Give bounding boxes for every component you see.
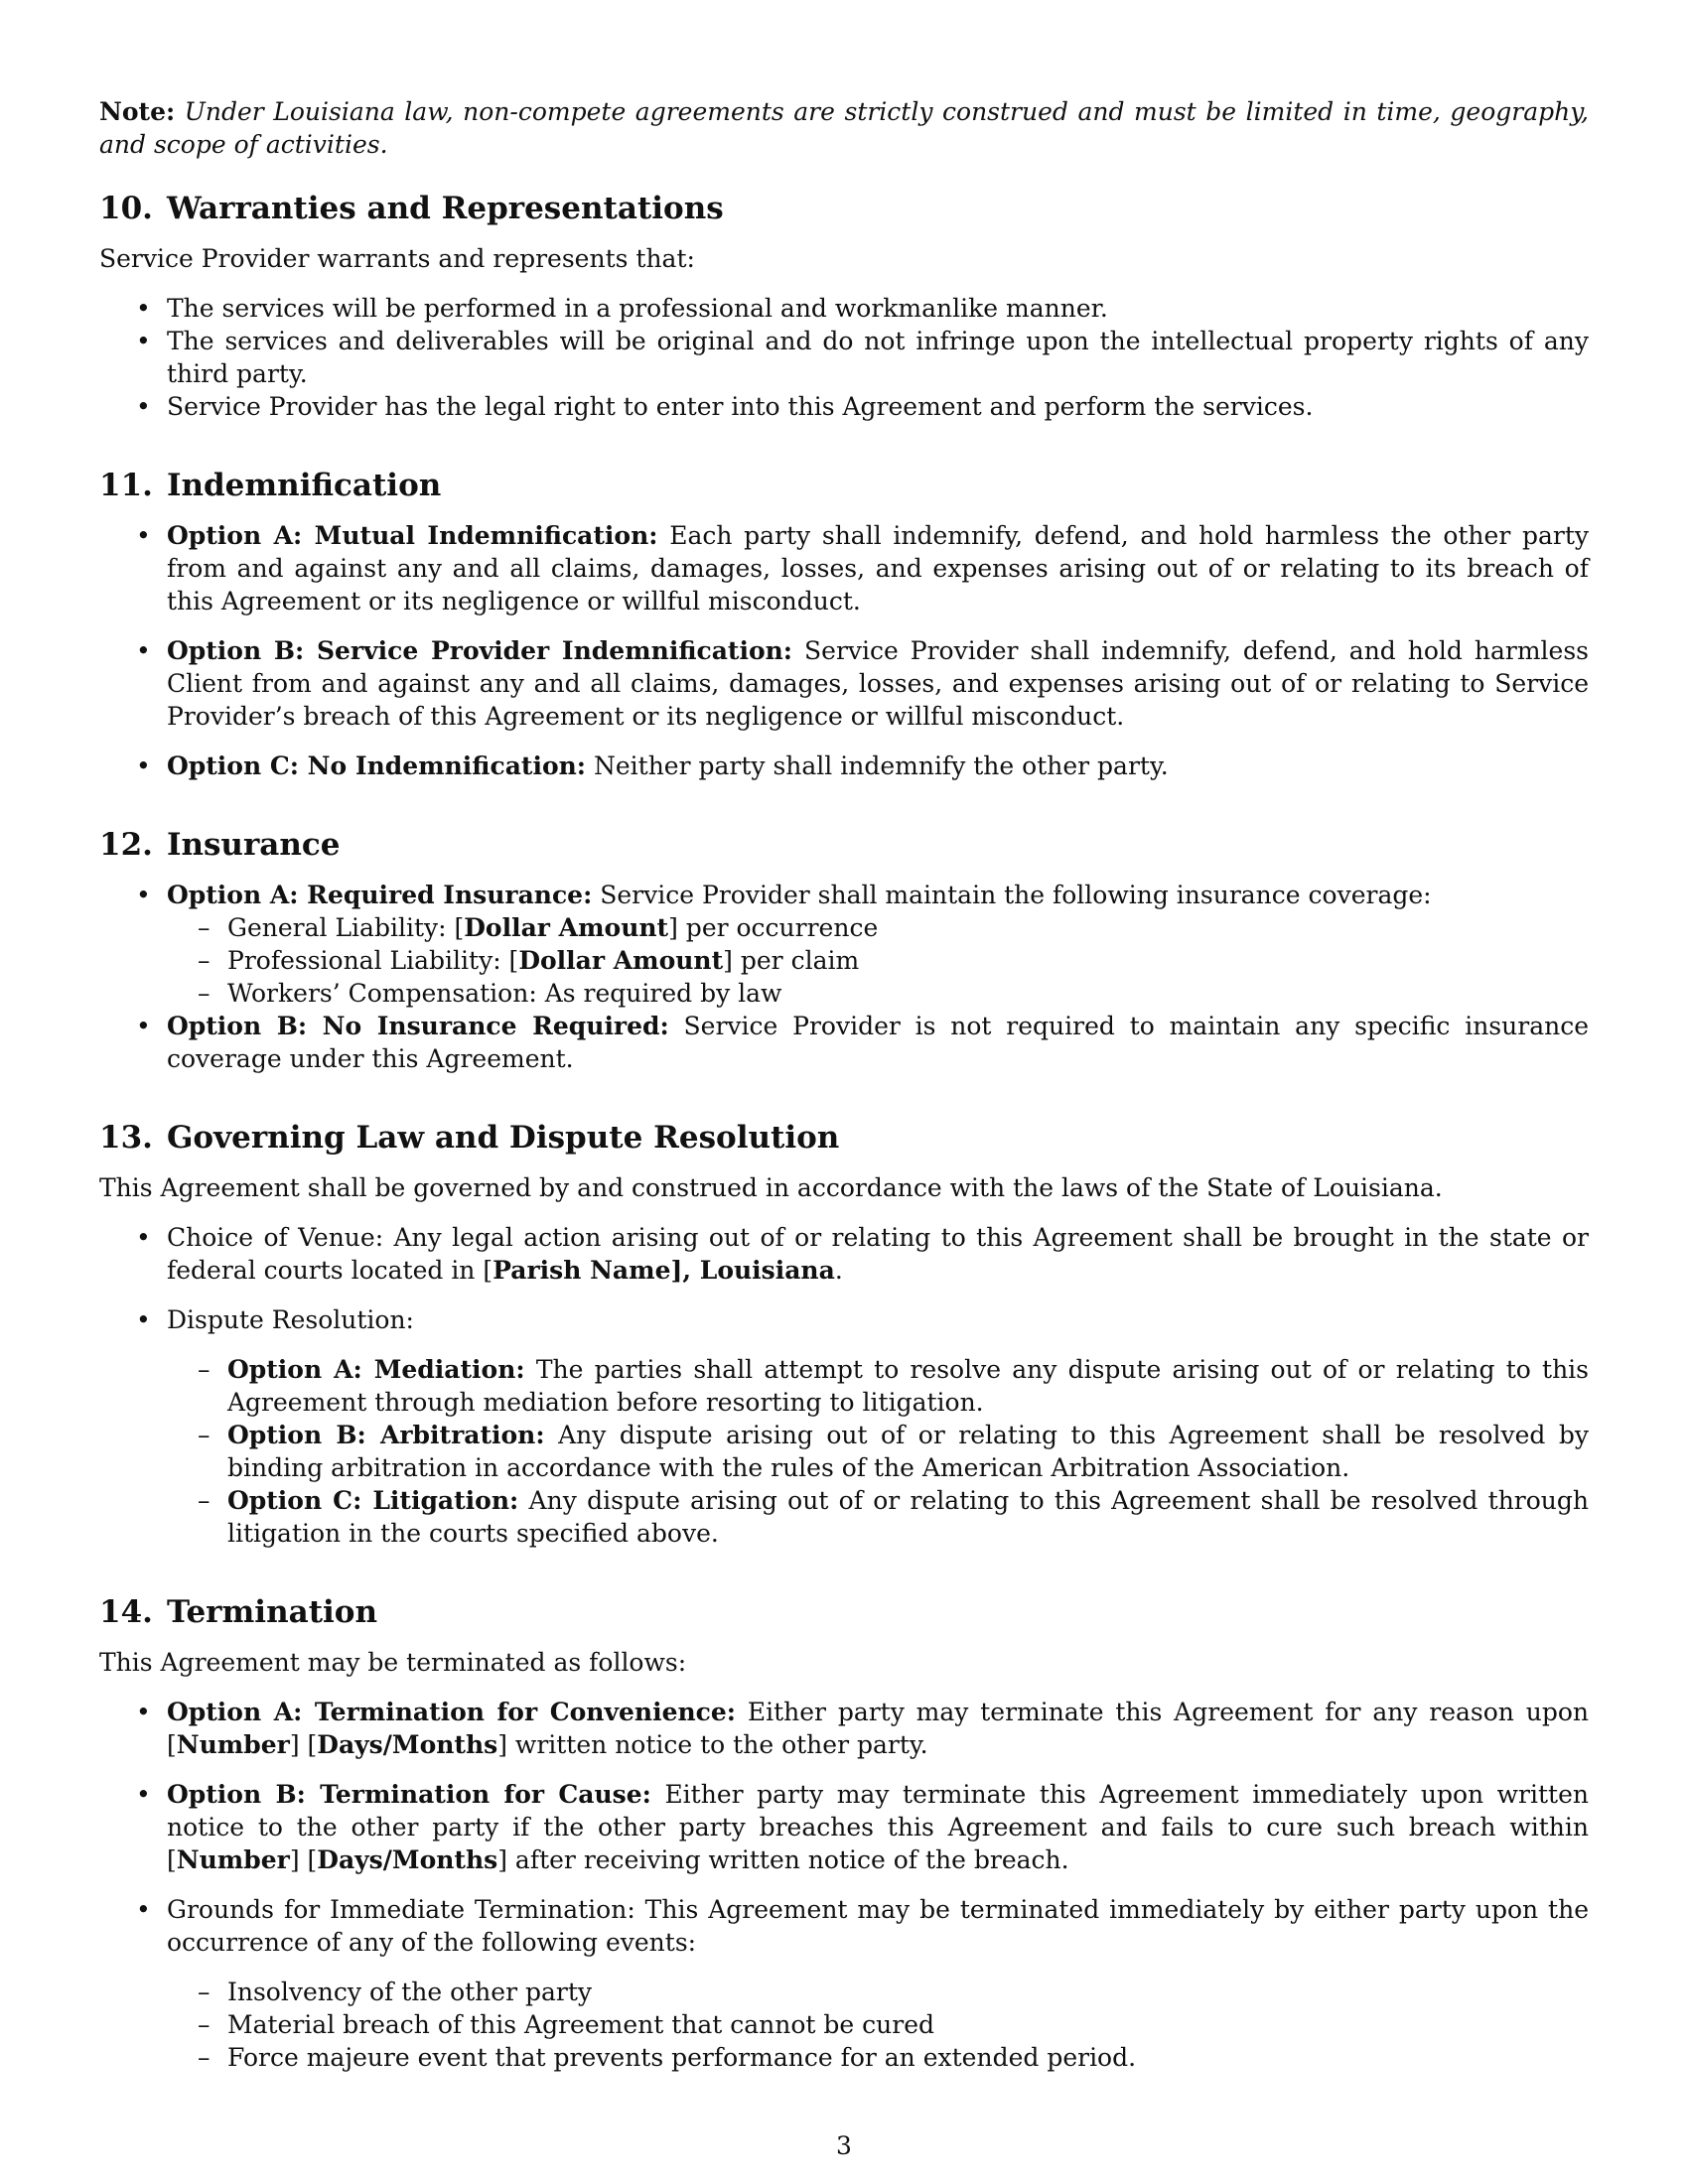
termination-events [167, 1976, 1589, 2074]
section-heading [99, 1592, 1589, 1632]
list-item [167, 1353, 1589, 1419]
note-text: Under Louisiana law, non-compete agreements are strictly construed and must be limited in time, geography, and scope of activities. [99, 97, 1589, 159]
grounds-text: Grounds for Immediate Termination: This Agreement may be terminated immediately by either party upon the occurrence of any of the following events: [167, 1895, 1589, 1957]
section-number: 14. [99, 1594, 153, 1630]
list-item: – Force majeure event that prevents performance for an extended period. [167, 2041, 1589, 2074]
list-item [99, 1778, 1589, 1876]
list-item [99, 879, 1589, 1010]
dispute-options [167, 1353, 1589, 1550]
section-title: Warranties and Representations [166, 191, 724, 226]
option-text: Service Provider shall indemnify, defend, and hold harmless Client from and against any and all claims, damages, losses, and expenses arising out of or relating to Service Provider’s breach of this Agreement or its negligence or willful misconduct. [167, 636, 1589, 731]
option-text: Neither party shall indemnify the other party. [593, 751, 1169, 780]
option-label: Option C: No Indemnification: [167, 751, 587, 780]
section-number: 10. [99, 191, 153, 226]
option-label: Option A: Termination for Convenience: [167, 1698, 737, 1726]
placeholder-field: Number [176, 1730, 290, 1759]
note-paragraph [99, 95, 1589, 161]
section-12 [99, 825, 1589, 1075]
note-label: Note: [99, 97, 176, 126]
text: ] after receiving written notice of the breach. [497, 1845, 1069, 1874]
termination-list [99, 1696, 1589, 2074]
text: Either party may terminate this Agreement immediately upon written notice to the other party if the other party breaches this Agreement and fails to cure such breach within [ [167, 1780, 1589, 1874]
text: Choice of Venue: Any legal action arising out of or relating to this Agreement shall be brought in the state or federal courts located in [ [167, 1223, 1589, 1285]
list-item [99, 1303, 1589, 1550]
section-13 [99, 1118, 1589, 1550]
placeholder-field: Dollar Amount [518, 946, 724, 975]
text: ] per claim [723, 946, 860, 975]
list-item [167, 944, 1589, 977]
option-text: Any dispute arising out of or relating to this Agreement shall be resolved by binding arbitration in accordance with the rules of the American Arbitration Association. [227, 1421, 1589, 1482]
option-label: Option A: Mutual Indemnification: [167, 521, 658, 550]
dispute-label: Dispute Resolution: [167, 1305, 414, 1334]
text: ] [ [289, 1730, 318, 1759]
section-title: Indemnification [166, 468, 442, 503]
coverage-list [167, 911, 1589, 1010]
warranty-list [99, 292, 1589, 423]
option-text: Service Provider is not required to maintain any specific insurance coverage under this Agreement. [167, 1012, 1589, 1073]
option-label: Option B: No Insurance Required: [167, 1012, 669, 1040]
list-item: – Workers’ Compensation: As required by law [167, 977, 1589, 1010]
list-item [167, 911, 1589, 944]
option-text: Each party shall indemnify, defend, and hold harmless the other party from and against any and all claims, damages, losses, and expenses arising out of or relating to its breach of this Agreement or its negligence or willful misconduct. [167, 521, 1590, 615]
list-item [99, 750, 1589, 782]
list-item [99, 1893, 1589, 2074]
option-label: Option B: Arbitration: [227, 1421, 545, 1449]
list-item [99, 1010, 1589, 1075]
list-item [167, 1419, 1589, 1484]
section-intro: This Agreement may be terminated as follows: [99, 1648, 687, 1677]
list-item [99, 1221, 1589, 1287]
list-item [99, 1696, 1589, 1761]
list-item: – Material breach of this Agreement that cannot be cured [167, 2008, 1589, 2041]
placeholder-field: Louisiana [699, 1256, 835, 1285]
text: ] written notice to the other party. [497, 1730, 928, 1759]
option-text: The parties shall attempt to resolve any dispute arising out of or relating to this Agreement through mediation before resorting to litigation. [227, 1355, 1589, 1417]
list-item [99, 634, 1589, 733]
section-title: Governing Law and Dispute Resolution [166, 1120, 840, 1156]
section-intro: Service Provider warrants and represents that: [99, 244, 695, 273]
list-item: • The services will be performed in a professional and workmanlike manner. [99, 292, 1589, 325]
option-label: Option A: Required Insurance: [167, 881, 593, 909]
text: ] per occurrence [668, 913, 879, 942]
placeholder-field: Number [176, 1845, 290, 1874]
text: ], [670, 1256, 700, 1285]
section-14 [99, 1592, 1589, 2074]
option-text: Service Provider shall maintain the following insurance coverage: [600, 881, 1432, 909]
section-title: Insurance [166, 827, 341, 863]
section-10 [99, 189, 1589, 423]
placeholder-field: Days/Months [317, 1845, 498, 1874]
insurance-options [99, 879, 1589, 1075]
placeholder-field: Parish Name [492, 1256, 671, 1285]
option-text: Any dispute arising out of or relating to this Agreement shall be resolved through litigation in the courts specified above. [227, 1486, 1590, 1548]
section-heading [99, 825, 1589, 865]
list-item: • Service Provider has the legal right to enter into this Agreement and perform the services. [99, 390, 1589, 423]
section-number: 13. [99, 1120, 153, 1156]
list-item [99, 519, 1589, 617]
option-label: Option A: Mediation: [227, 1355, 525, 1384]
list-item [167, 1484, 1589, 1550]
text: Either party may terminate this Agreement for any reason upon [ [167, 1698, 1589, 1759]
section-intro: This Agreement shall be governed by and construed in accordance with the laws of the State of Louisiana. [99, 1173, 1443, 1202]
text: General Liability: [ [227, 913, 465, 942]
option-label: Option B: Termination for Cause: [167, 1780, 651, 1809]
governing-law-list [99, 1221, 1589, 1550]
page-number: 3 [836, 2131, 852, 2160]
text: . [834, 1256, 843, 1285]
placeholder-field: Dollar Amount [464, 913, 669, 942]
section-heading [99, 466, 1589, 505]
section-heading [99, 189, 1589, 228]
section-title: Termination [166, 1594, 378, 1630]
section-number: 12. [99, 827, 153, 863]
text: Professional Liability: [ [227, 946, 519, 975]
text: ] [ [289, 1845, 318, 1874]
option-label: Option B: Service Provider Indemnification: [167, 636, 793, 665]
section-11 [99, 466, 1589, 782]
section-heading [99, 1118, 1589, 1158]
indemnification-options [99, 519, 1589, 782]
section-number: 11. [99, 468, 153, 503]
option-label: Option C: Litigation: [227, 1486, 519, 1515]
list-item: • The services and deliverables will be original and do not infringe upon the intellectual property rights of any third party. [99, 325, 1589, 390]
page-content [99, 95, 1589, 2116]
placeholder-field: Days/Months [317, 1730, 498, 1759]
list-item: – Insolvency of the other party [167, 1976, 1589, 2008]
